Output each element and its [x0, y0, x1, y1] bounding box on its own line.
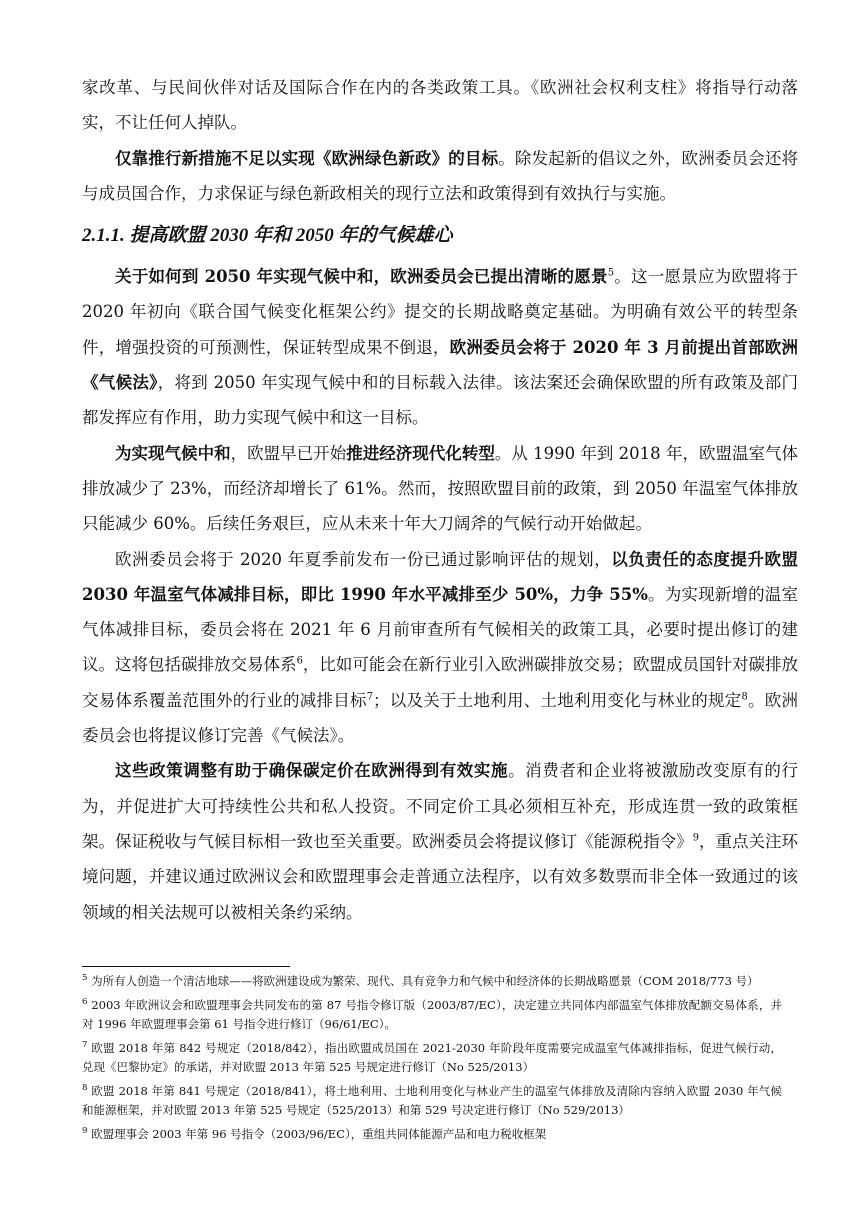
paragraph-6	[82, 753, 798, 929]
paragraph-text: 。欧洲委员会也将提议修订完善《气候法》。	[82, 690, 799, 746]
paragraph-text: ，重点关注环境问题，并建议通过欧洲议会和欧盟理事会走普通立法程序，以有效多数票而非全体一致通过的该领域的相关法规可以被相关条约采纳。	[82, 831, 799, 922]
footnote-text: 为所有人创造一个清洁地球——将欧洲建设成为繁荣、现代、具有竞争力和气候中和经济体的长期战略愿景（COM 2018/773 号）	[91, 974, 759, 988]
footnote-text: 欧盟 2018 年第 841 号规定（2018/841），将土地利用、土地利用变化与林业产生的温室气体排放及清除内容纳入欧盟 2030 年气候和能源框架，并对欧盟 2013 年第 525 号规定（525/2013）和第 529 号决定进行修订（No 529/2013）	[82, 1084, 782, 1117]
paragraph-text: 欧洲委员会将于 2020 年夏季前发布一份已通过影响评估的规划，	[115, 549, 612, 569]
footnote-ref: 7	[366, 691, 374, 703]
bold-text: 关于如何到 2050 年实现气候中和，欧洲委员会已提出清晰的愿景	[115, 267, 608, 287]
paragraph-text: ；以及关于土地利用、土地利用变化与林业的规定	[373, 690, 742, 710]
footnote-ref: 6	[296, 655, 303, 667]
bold-text: 以负责任的态度提升欧盟 2030 年温室气体减排目标，即比 1990 年水平减排至少 50%，力争 55%	[82, 549, 799, 604]
footnote-text: 欧盟 2018 年第 842 号规定（2018/842），指出欧盟成员国在 2021-2030 年阶段年度需要完成温室气体减排指标，促进气候行动，兑现《巴黎协定》的承诺，并对欧盟 2013 年第 525 号规定进行修订（No 525/2013）	[82, 1041, 783, 1074]
bold-text: 欧洲委员会将于 2020 年 3 月前提出首部欧洲《气候法》	[82, 337, 798, 393]
paragraph-5	[82, 542, 798, 754]
bold-text: 仅靠推行新措施不足以实现《欧洲绿色新政》的目标	[115, 148, 499, 168]
paragraph-text: ，将到 2050 年实现气候中和的目标载入法律。该法案还会确保欧盟的所有政策及部门都发挥应有作用，助力实现气候中和这一目标。	[82, 373, 798, 428]
footnote	[82, 1125, 782, 1144]
footnote-number: 5	[82, 973, 88, 984]
paragraph-3	[82, 259, 798, 435]
paragraph-4	[82, 436, 798, 542]
bold-text: 这些政策调整有助于确保碳定价在欧洲得到有效实施	[115, 761, 509, 781]
paragraph-1	[82, 70, 798, 141]
footnote-divider	[82, 966, 290, 967]
footnote	[82, 996, 782, 1034]
paragraph-text: 。除发起新的倡议之外，欧洲委员会还将与成员国合作，力求保证与绿色新政相关的现行立法和政策得到有效执行与实施。	[82, 148, 799, 203]
footnote	[82, 1039, 782, 1077]
footnote-text: 2003 年欧洲议会和欧盟理事会共同发布的第 87 号指令修订版（2003/87/EC），决定建立共同体内部温室气体排放配额交易体系，并对 1996 年欧盟理事会第 61 号指令进行修订（96/61/EC）。	[82, 998, 782, 1031]
paragraph-text: ，比如可能会在新行业引入欧洲碳排放交易；欧盟成员国针对碳排放交易体系覆盖范围外的行业的减排目标	[82, 655, 799, 710]
footnote-number: 8	[82, 1083, 88, 1094]
paragraph-text: 。为实现新增的温室气体减排目标，委员会将在 2021 年 6 月前审查所有气候相关的政策工具，必要时提出修订的建议。这将包括碳排放交易体系	[82, 584, 798, 675]
paragraph-text: 。消费者和企业将被激励改变原有的行为，并促进扩大可持续性公共和私人投资。不同定价工具必须相互补充，形成连贯一致的政策框架。保证税收与气候目标相一致也至关重要。欧洲委员会将提议修订《能源税指令》	[82, 761, 799, 851]
paragraph-text: 家改革、与民间伙伴对话及国际合作在内的各类政策工具。《欧洲社会权利支柱》将指导行动落实，不让任何人掉队。	[82, 78, 798, 133]
paragraph-text: 。这一愿景应为欧盟将于 2020 年初向《联合国气候变化框架公约》提交的长期战略奠定基础。为明确有效公平的转型条件，增强投资的可预测性，保证转型成果不倒退，	[82, 267, 798, 357]
footnote-number: 9	[82, 1126, 88, 1137]
footnote-ref: 5	[607, 267, 615, 279]
footnote	[82, 1082, 782, 1120]
footnote-number: 7	[82, 1040, 88, 1051]
section-heading: 2.1.1. 提高欧盟 2030 年和 2050 年的气候雄心	[82, 225, 453, 247]
footnote-ref: 9	[692, 832, 699, 844]
bold-text: 为实现气候中和	[115, 443, 231, 463]
footnote	[82, 972, 782, 991]
footnote-text: 欧盟理事会 2003 年第 96 号指令（2003/96/EC），重组共同体能源产品和电力税收框架	[91, 1127, 547, 1141]
footnotes	[82, 972, 782, 1149]
paragraph-2	[82, 141, 798, 212]
body-text	[82, 70, 798, 930]
paragraph-text: 。从 1990 年到 2018 年，欧盟温室气体排放减少了 23%，而经济却增长了 61%。然而，按照欧盟目前的政策，到 2050 年温室气体排放只能减少 60%。后续任务艰巨，应从未来十年大刀阔斧的气候行动开始做起。	[82, 443, 799, 534]
footnote-number: 6	[82, 997, 88, 1008]
paragraph-text: ，欧盟早已开始	[230, 443, 347, 463]
bold-text: 推进经济现代化转型	[346, 443, 495, 463]
footnote-ref: 8	[741, 691, 748, 703]
